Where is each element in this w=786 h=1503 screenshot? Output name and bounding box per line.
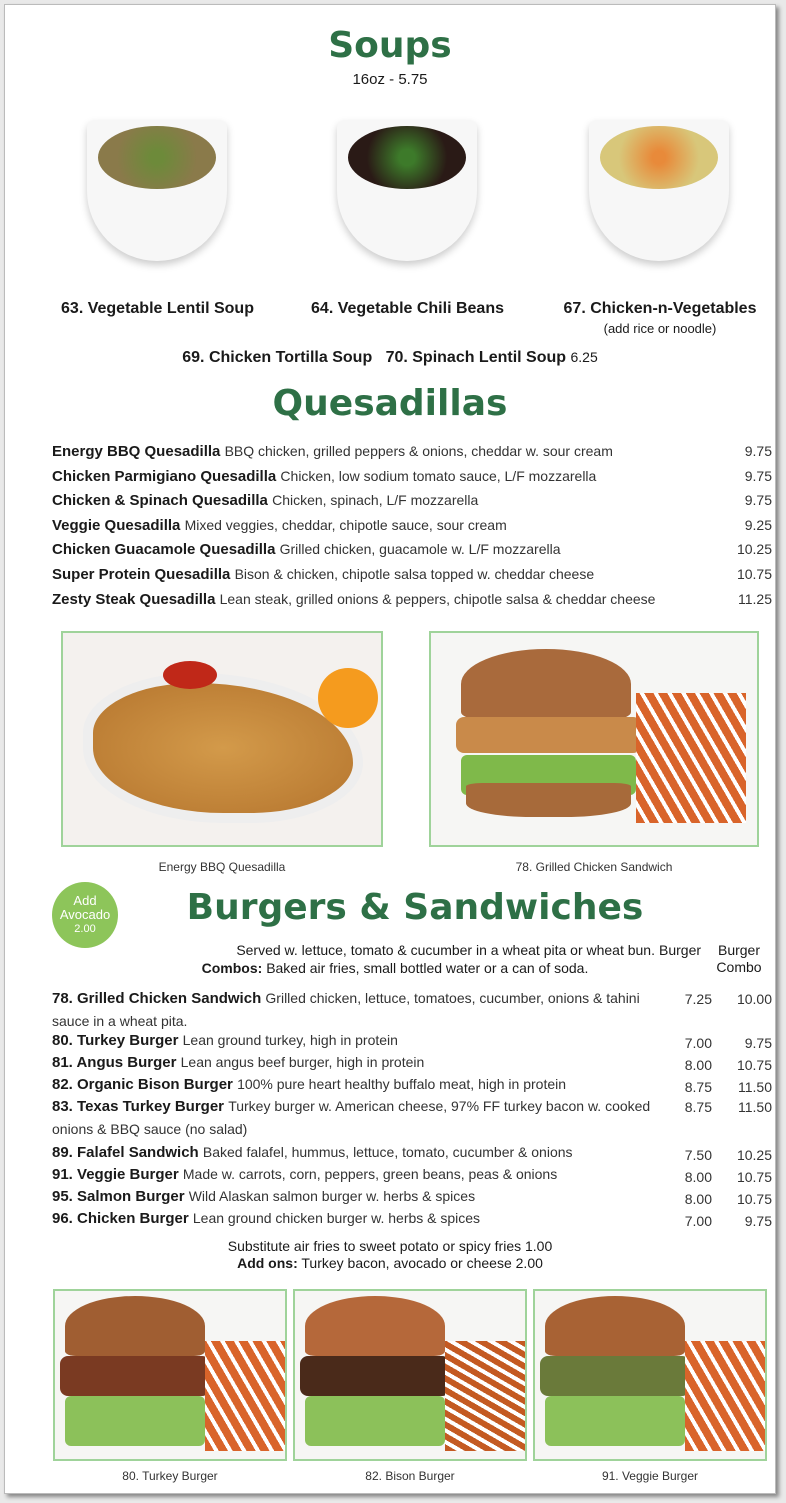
item-name: 82. Organic Bison Burger bbox=[52, 1076, 233, 1093]
chicken-sandwich-photo bbox=[429, 631, 759, 847]
combo-price: 11.50 bbox=[738, 1079, 772, 1095]
item-desc: Bison & chicken, chipotle salsa topped w. cheddar cheese bbox=[234, 566, 595, 582]
combo-price: 10.00 bbox=[736, 991, 772, 1007]
item-desc: Baked falafel, hummus, lettuce, tomato, cucumber & onions bbox=[202, 1144, 573, 1160]
combo-price: 11.50 bbox=[738, 1099, 772, 1115]
photo-caption: 80. Turkey Burger bbox=[122, 1469, 218, 1483]
photo-caption: 78. Grilled Chicken Sandwich bbox=[515, 860, 673, 874]
burger-price: 7.50 bbox=[684, 1147, 712, 1163]
burger-item bbox=[52, 1095, 772, 1141]
soup-item: 70. Spinach Lentil Soup bbox=[385, 349, 567, 366]
item-desc: Chicken, low sodium tomato sauce, L/F mozzarella bbox=[280, 467, 597, 484]
burger-price: 8.00 bbox=[684, 1191, 712, 1207]
item-desc: Lean ground turkey, high in protein bbox=[182, 1032, 398, 1048]
combo-price: 9.75 bbox=[744, 1035, 772, 1051]
item-name: Veggie Quesadilla bbox=[52, 516, 181, 534]
soup-price: 6.25 bbox=[570, 349, 598, 365]
quesadilla-item bbox=[52, 566, 772, 583]
item-name: Super Protein Quesadilla bbox=[52, 566, 231, 583]
item-price: 11.25 bbox=[738, 590, 772, 607]
combo-price: 10.75 bbox=[736, 1169, 772, 1185]
soup-photo-chicken bbox=[559, 97, 759, 292]
item-price: 9.25 bbox=[744, 516, 772, 533]
item-name: 83. Texas Turkey Burger bbox=[52, 1098, 225, 1115]
combo-price: 10.75 bbox=[736, 1191, 772, 1207]
item-desc: Lean ground chicken burger w. herbs & spices bbox=[192, 1210, 481, 1226]
photo-caption: 91. Veggie Burger bbox=[601, 1469, 699, 1483]
burger-item bbox=[52, 1207, 772, 1230]
served-note: Served w. lettuce, tomato & cucumber in a wheat pita or wheat bun. bbox=[236, 942, 655, 958]
burger-item bbox=[52, 1185, 772, 1208]
quesadilla-item bbox=[52, 492, 772, 509]
item-name: 89. Falafel Sandwich bbox=[52, 1144, 199, 1161]
item-name: Zesty Steak Quesadilla bbox=[52, 590, 216, 608]
burger-price: 7.00 bbox=[684, 1035, 712, 1051]
burger-price: 8.00 bbox=[684, 1169, 712, 1185]
quesadilla-item bbox=[52, 517, 772, 534]
soup-item: 69. Chicken Tortilla Soup bbox=[182, 349, 373, 366]
item-desc: Grilled chicken, lettuce, tomatoes, cucumber, onions & tahini sauce in a wheat pita. bbox=[52, 990, 640, 1029]
item-desc: Lean steak, grilled onions & peppers, chipotle salsa & cheddar cheese bbox=[219, 590, 656, 607]
col-burger: Burger bbox=[659, 942, 702, 958]
substitute-note: Substitute air fries to sweet potato or spicy fries 1.00 bbox=[227, 1238, 553, 1254]
item-desc: 100% pure heart healthy buffalo meat, high in protein bbox=[237, 1076, 567, 1092]
combos-note bbox=[155, 960, 635, 976]
item-name: Chicken Guacamole Quesadilla bbox=[52, 541, 276, 559]
quesadillas-title: Quesadillas bbox=[272, 383, 508, 424]
combo-price: 10.25 bbox=[736, 1147, 772, 1163]
burger-price: 8.00 bbox=[684, 1057, 712, 1073]
combos-label: Combos: bbox=[201, 960, 263, 976]
item-price: 10.75 bbox=[736, 566, 772, 582]
item-desc: Grilled chicken, guacamole w. L/F mozzarella bbox=[279, 541, 561, 558]
item-desc: Made w. carrots, corn, peppers, green beans, peas & onions bbox=[182, 1166, 558, 1182]
burgers-title: Burgers & Sandwiches bbox=[186, 887, 644, 928]
burger-price: 7.25 bbox=[684, 991, 712, 1007]
item-price: 9.75 bbox=[744, 492, 772, 509]
combo-price: 9.75 bbox=[744, 1213, 772, 1229]
soup-caption: 63. Vegetable Lentil Soup bbox=[61, 300, 254, 317]
item-name: 81. Angus Burger bbox=[52, 1054, 177, 1071]
bison-burger-photo bbox=[293, 1289, 527, 1461]
veggie-burger-photo bbox=[533, 1289, 767, 1461]
photo-caption: Energy BBQ Quesadilla bbox=[158, 860, 286, 874]
addons-label: Add ons: bbox=[237, 1255, 298, 1271]
item-desc: Wild Alaskan salmon burger w. herbs & spices bbox=[188, 1188, 476, 1204]
burger-item bbox=[52, 1051, 772, 1074]
quesadilla-item bbox=[52, 468, 772, 485]
item-desc: Chicken, spinach, L/F mozzarella bbox=[272, 492, 479, 509]
quesadilla-photo bbox=[61, 631, 383, 847]
item-name: 95. Salmon Burger bbox=[52, 1188, 185, 1205]
soup-caption: 67. Chicken-n-Vegetables bbox=[563, 300, 757, 317]
burger-item bbox=[52, 1141, 772, 1164]
col-combo: Burger Combo bbox=[716, 942, 762, 975]
soups-title: Soups bbox=[328, 25, 452, 66]
burger-item bbox=[52, 1073, 772, 1096]
burger-price: 7.00 bbox=[684, 1213, 712, 1229]
badge-text: Add bbox=[73, 893, 97, 908]
item-name: Chicken & Spinach Quesadilla bbox=[52, 492, 268, 510]
item-name: 91. Veggie Burger bbox=[52, 1166, 179, 1183]
burger-item bbox=[52, 1163, 772, 1186]
item-name: Energy BBQ Quesadilla bbox=[52, 443, 221, 460]
item-desc: Mixed veggies, cheddar, chipotle sauce, sour cream bbox=[184, 516, 507, 533]
badge-price: 2.00 bbox=[74, 923, 96, 935]
quesadilla-item bbox=[52, 591, 772, 608]
turkey-burger-photo bbox=[53, 1289, 287, 1461]
photo-caption: 82. Bison Burger bbox=[365, 1469, 455, 1483]
soup-photo-chili bbox=[307, 97, 507, 292]
extra-soups bbox=[5, 349, 775, 367]
item-desc: Turkey burger w. American cheese, 97% FF turkey bacon w. cooked onions & BBQ sauce (no salad) bbox=[52, 1098, 651, 1137]
burger-price: 8.75 bbox=[684, 1099, 712, 1115]
burger-item bbox=[52, 1029, 772, 1052]
soup-note: (add rice or noodle) bbox=[603, 321, 717, 336]
item-name: 80. Turkey Burger bbox=[52, 1032, 179, 1049]
addons-note bbox=[5, 1255, 775, 1271]
addons-text: Turkey bacon, avocado or cheese 2.00 bbox=[301, 1255, 543, 1271]
soup-caption: 64. Vegetable Chili Beans bbox=[311, 300, 504, 317]
soup-photo-lentil bbox=[57, 97, 257, 292]
burger-item bbox=[52, 987, 772, 1033]
item-price: 9.75 bbox=[744, 443, 772, 459]
item-desc: Lean angus beef burger, high in protein bbox=[180, 1054, 425, 1070]
combos-text: Baked air fries, small bottled water or a can of soda. bbox=[266, 960, 589, 976]
quesadilla-item bbox=[52, 443, 772, 460]
item-desc: BBQ chicken, grilled peppers & onions, cheddar w. sour cream bbox=[224, 443, 613, 459]
item-name: 96. Chicken Burger bbox=[52, 1210, 189, 1227]
soups-subtitle: 16oz - 5.75 bbox=[352, 71, 428, 88]
item-name: 78. Grilled Chicken Sandwich bbox=[52, 990, 262, 1007]
badge-text: Avocado bbox=[59, 907, 111, 922]
quesadilla-item bbox=[52, 541, 772, 558]
item-price: 10.25 bbox=[736, 541, 772, 558]
item-name: Chicken Parmigiano Quesadilla bbox=[52, 467, 277, 485]
menu-page bbox=[4, 4, 776, 1494]
burger-price: 8.75 bbox=[684, 1079, 712, 1095]
item-price: 9.75 bbox=[744, 467, 772, 484]
combo-price: 10.75 bbox=[736, 1057, 772, 1073]
